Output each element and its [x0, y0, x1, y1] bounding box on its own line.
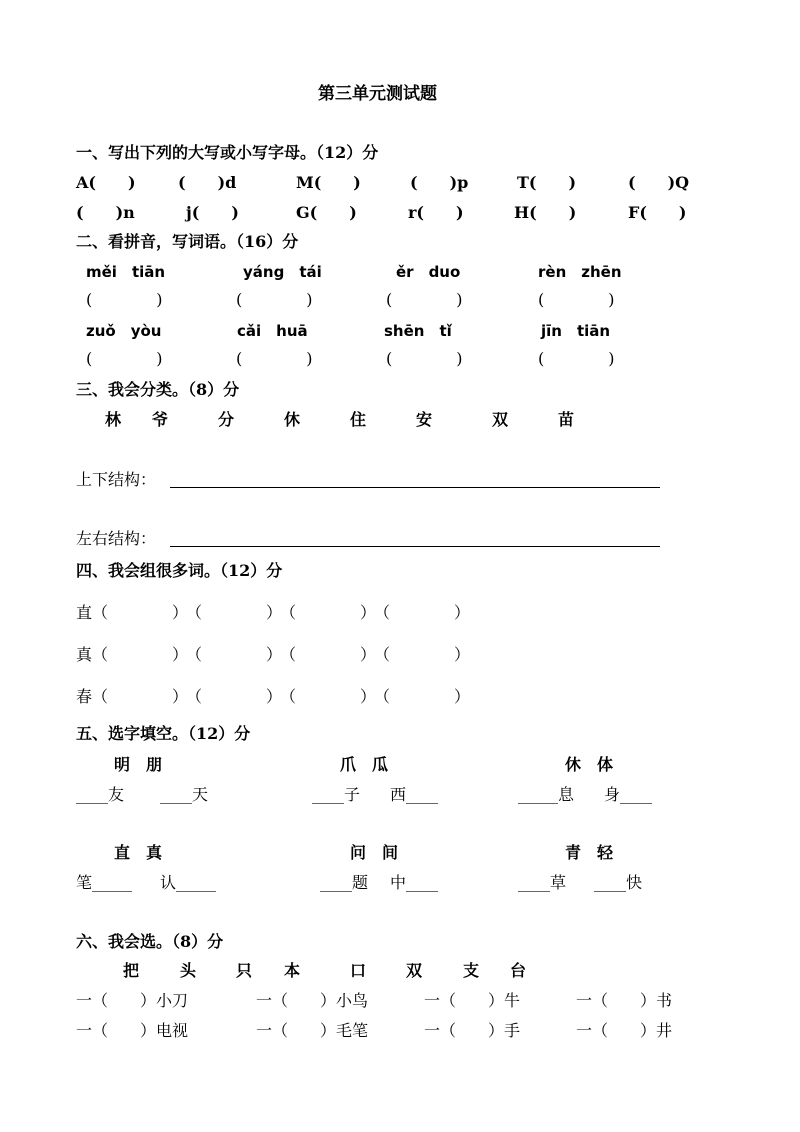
pinyin-item: cǎi huā: [237, 322, 308, 340]
measure-item: 一（ ）毛笔: [256, 1021, 369, 1040]
classify-char: 休: [284, 410, 301, 429]
letter-item: ( )d: [178, 173, 237, 192]
fill-blank: ____天: [160, 785, 209, 804]
answer-parens: ( ): [236, 290, 313, 309]
pinyin-item: zuǒ yòu: [86, 322, 162, 340]
letter-item: ( )n: [76, 203, 135, 222]
measure-item: 一（ ）电视: [76, 1021, 189, 1040]
measure-item: 一（ ）书: [576, 991, 673, 1010]
measure-word: 本: [284, 961, 301, 980]
char-pair: 明 朋: [114, 755, 163, 774]
word-char: 春: [76, 687, 93, 706]
answer-parens: ( ): [538, 349, 615, 368]
char-pair: 问 间: [350, 843, 399, 862]
page-title: 第三单元测试题: [318, 84, 437, 104]
letter-item: G( ): [296, 203, 357, 222]
char-pair: 休 体: [565, 755, 614, 774]
word-parens: （ ）: [92, 645, 189, 664]
word-parens: （ ）: [374, 645, 471, 664]
char-pair: 青 轻: [565, 843, 614, 862]
measure-word: 只: [236, 961, 253, 980]
pinyin-item: yáng tái: [243, 263, 322, 281]
answer-parens: ( ): [86, 290, 163, 309]
pinyin-item: měi tiān: [86, 263, 166, 281]
measure-item: 一（ ）井: [576, 1021, 673, 1040]
fill-blank: _____息: [518, 785, 575, 804]
letter-item: A( ): [76, 173, 136, 192]
letter-item: F( ): [628, 203, 687, 222]
measure-word: 头: [180, 961, 197, 980]
letter-item: ( )Q: [628, 173, 690, 192]
fill-blank: ____友: [76, 785, 125, 804]
left-right-label: 左右结构：: [76, 529, 157, 548]
measure-word: 口: [350, 961, 367, 980]
pinyin-item: shēn tǐ: [384, 322, 452, 340]
letter-item: H( ): [514, 203, 577, 222]
classify-char: 苗: [558, 410, 575, 429]
char-pair: 爪 瓜: [340, 755, 389, 774]
answer-line: [170, 487, 660, 488]
word-parens: （ ）: [186, 603, 283, 622]
classify-char: 住: [350, 410, 367, 429]
letter-item: M( ): [296, 173, 361, 192]
word-parens: （ ）: [186, 687, 283, 706]
letter-item: j( ): [186, 203, 239, 222]
word-parens: （ ）: [280, 603, 377, 622]
word-char: 真: [76, 645, 93, 664]
fill-blank: 中____: [390, 873, 439, 892]
classify-char: 林: [105, 410, 122, 429]
classify-char: 分: [218, 410, 235, 429]
word-char: 直: [76, 603, 93, 622]
section-5-heading: 五、选字填空。（12）分: [76, 724, 251, 743]
fill-blank: ____快: [594, 873, 643, 892]
section-3-heading: 三、我会分类。（8）分: [76, 380, 240, 399]
measure-word: 双: [406, 961, 423, 980]
word-parens: （ ）: [280, 687, 377, 706]
section-6-heading: 六、我会选。（8）分: [76, 932, 224, 951]
word-parens: （ ）: [186, 645, 283, 664]
char-pair: 直 真: [114, 843, 163, 862]
answer-parens: ( ): [386, 349, 463, 368]
fill-blank: ____题: [320, 873, 369, 892]
classify-char: 双: [492, 410, 509, 429]
fill-blank: 认_____: [160, 873, 217, 892]
classify-char: 安: [416, 410, 433, 429]
word-parens: （ ）: [374, 687, 471, 706]
section-2-heading: 二、看拼音，写词语。（16）分: [76, 232, 299, 251]
word-parens: （ ）: [374, 603, 471, 622]
fill-blank: ____子: [312, 785, 361, 804]
pinyin-item: jīn tiān: [541, 322, 611, 340]
measure-item: 一（ ）牛: [424, 991, 521, 1010]
section-4-heading: 四、我会组很多词。（12）分: [76, 561, 283, 580]
pinyin-item: rèn zhēn: [538, 263, 622, 281]
measure-item: 一（ ）小鸟: [256, 991, 369, 1010]
measure-word: 台: [510, 961, 527, 980]
answer-parens: ( ): [386, 290, 463, 309]
fill-blank: 笔_____: [76, 873, 133, 892]
word-parens: （ ）: [92, 603, 189, 622]
measure-item: 一（ ）手: [424, 1021, 521, 1040]
measure-word: 把: [123, 961, 140, 980]
letter-item: T( ): [517, 173, 577, 192]
answer-parens: ( ): [538, 290, 615, 309]
pinyin-item: ěr duo: [396, 263, 461, 281]
classify-char: 爷: [152, 410, 169, 429]
answer-parens: ( ): [86, 349, 163, 368]
fill-blank: 身____: [604, 785, 653, 804]
fill-blank: 西____: [390, 785, 439, 804]
word-parens: （ ）: [92, 687, 189, 706]
letter-item: r( ): [408, 203, 464, 222]
top-bottom-label: 上下结构：: [76, 470, 157, 489]
section-1-heading: 一、写出下列的大写或小写字母。（12）分: [76, 143, 379, 162]
answer-line: [170, 546, 660, 547]
fill-blank: ____草: [518, 873, 567, 892]
measure-word: 支: [463, 961, 480, 980]
measure-item: 一（ ）小刀: [76, 991, 189, 1010]
word-parens: （ ）: [280, 645, 377, 664]
letter-item: ( )p: [410, 173, 469, 192]
answer-parens: ( ): [236, 349, 313, 368]
